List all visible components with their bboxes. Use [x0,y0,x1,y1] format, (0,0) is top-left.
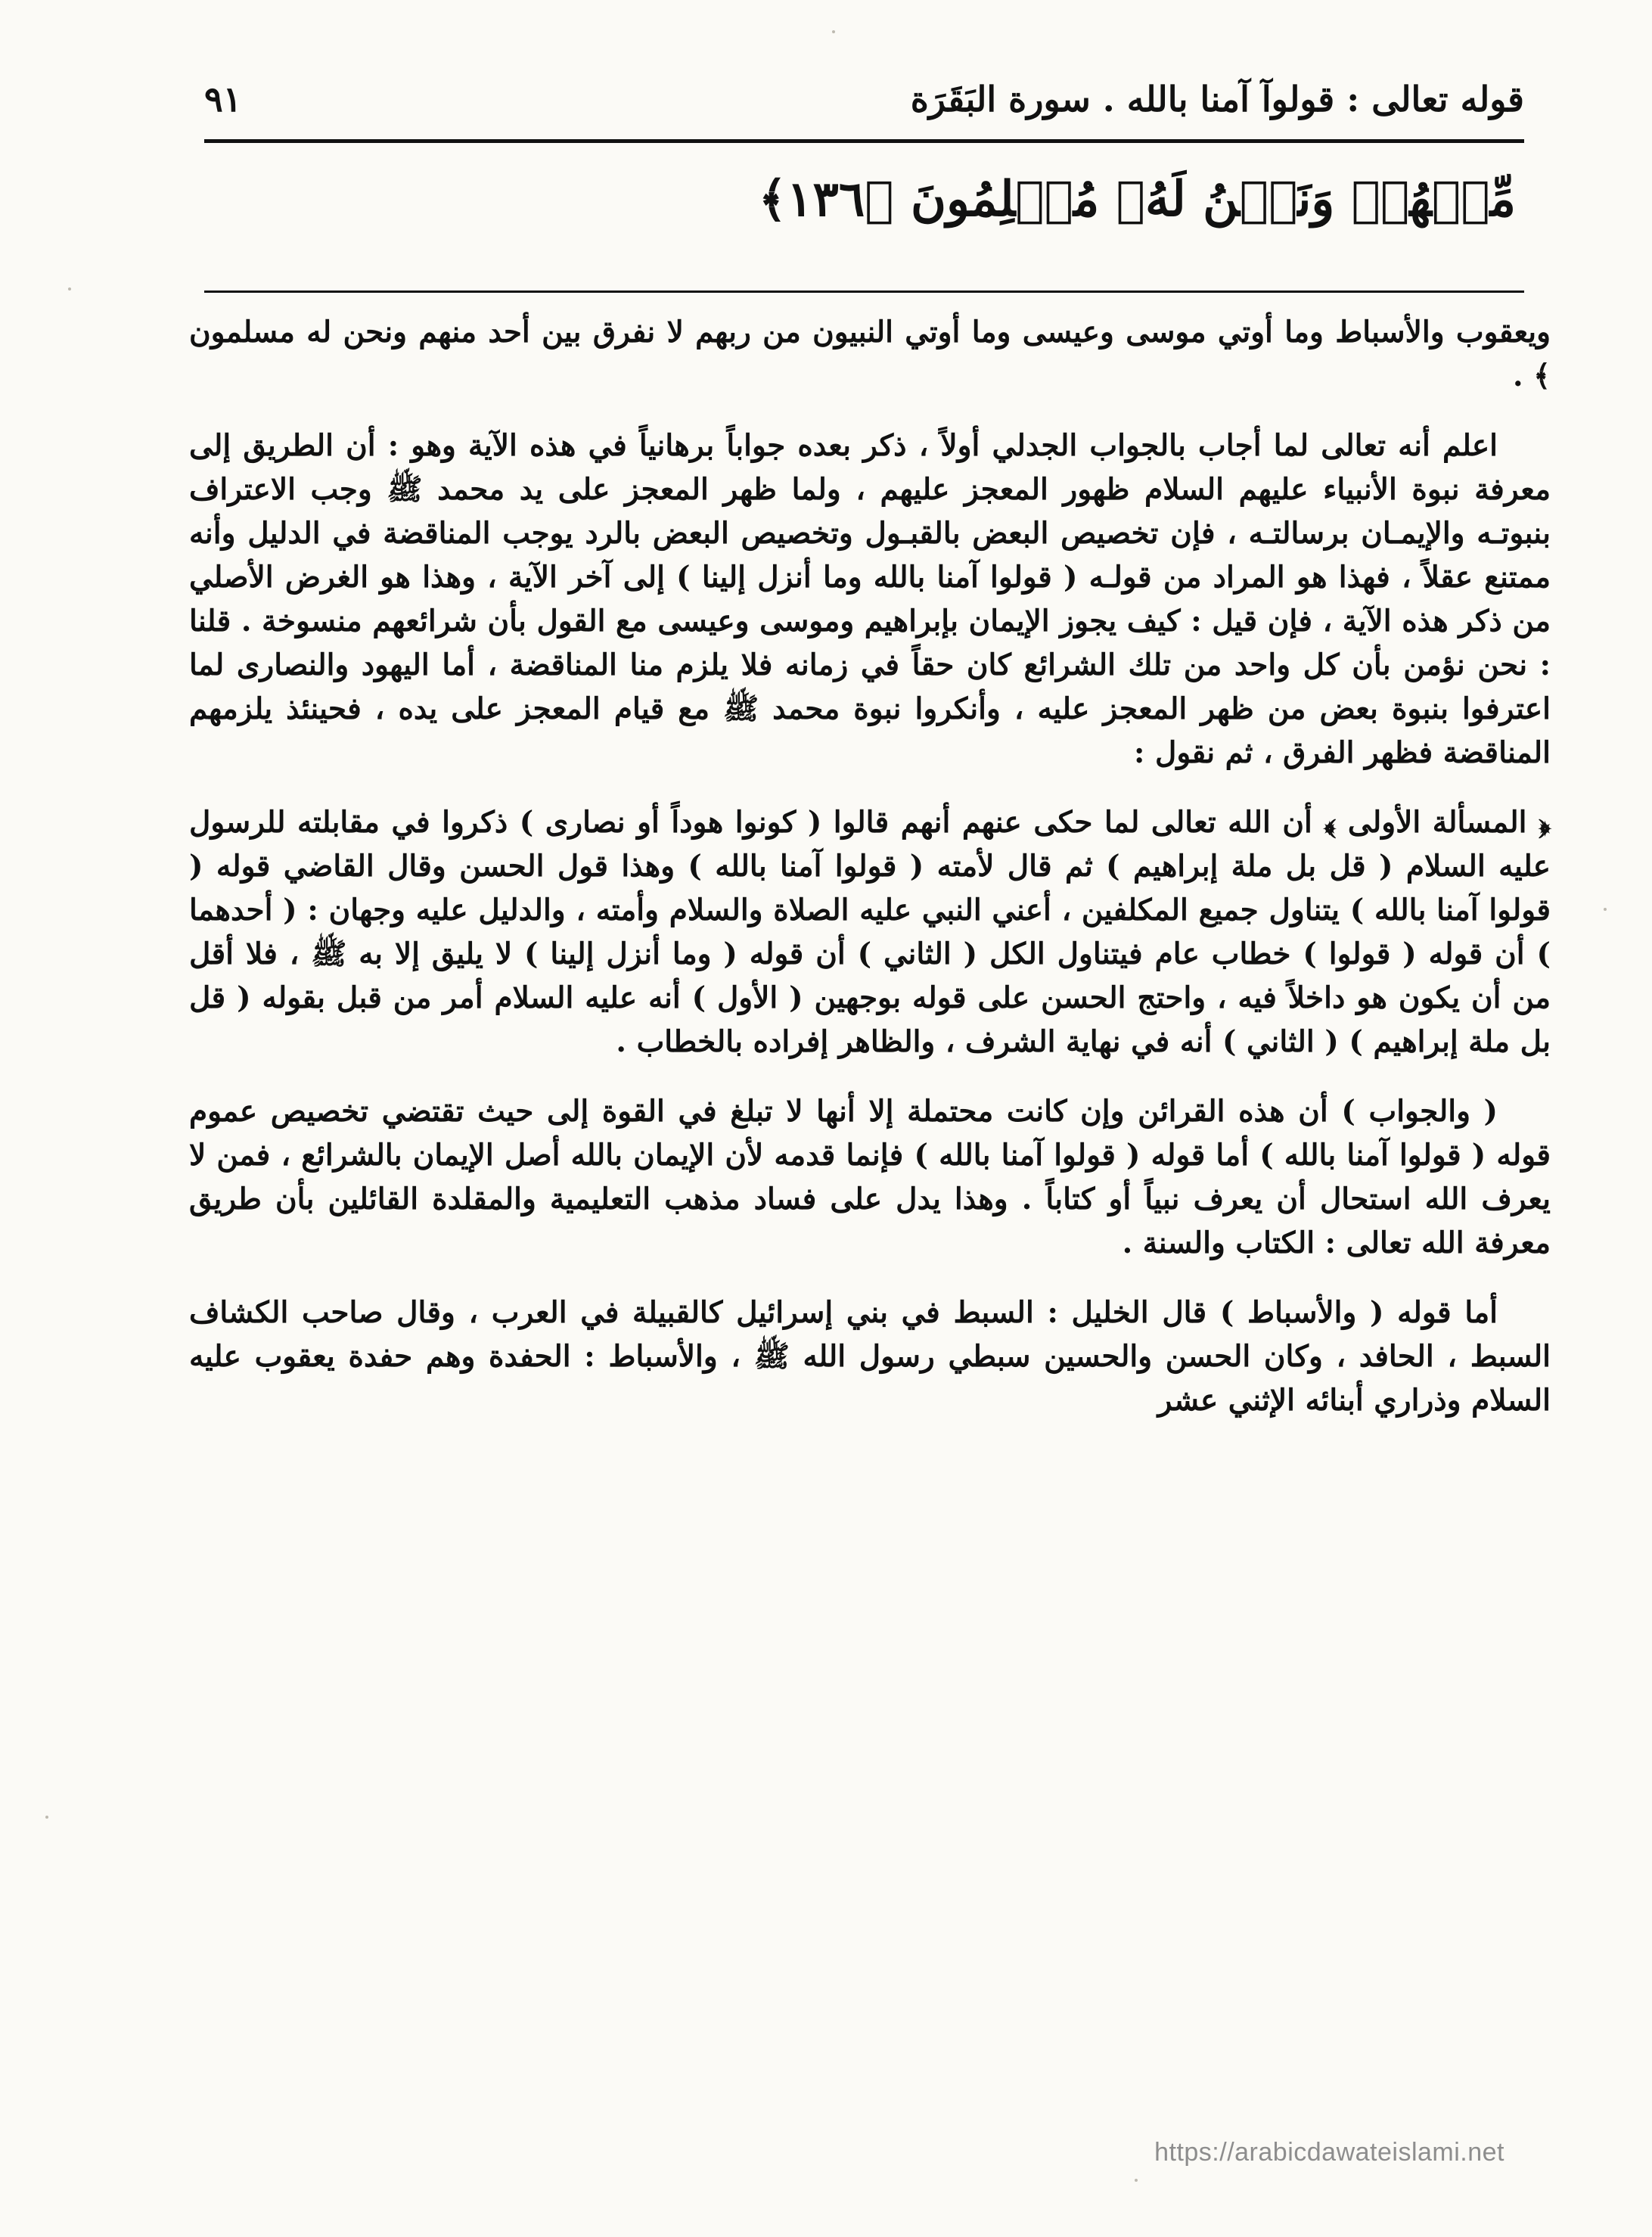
paper-speck [68,287,71,290]
verse-rule [204,290,1524,293]
watermark-url: https://arabicdawateislami.net [1154,2138,1504,2167]
running-title: قوله تعالى : قولوآ آمنا بالله . سورة البَقَرَة [910,79,1524,120]
paragraph-verse-continuation: ويعقوب والأسباط وما أوتي موسى وعيسى وما أوتي النبيون من ربهم لا نفرق بين أحد منهم ونحن له مسلمون ﴾ . [189,315,1551,393]
page-header [204,73,1524,141]
paragraph-commentary: اعلم أنه تعالى لما أجاب بالجواب الجدلي أولاً ، ذكر بعده جواباً برهانياً في هذه الآية وهو : أن الطريق إلى معرفة نبوة الأنبياء عليهم السلام ظهور المعجز عليهم ، ولما ظهر المعجز على يد محمد ﷺ وجب الاعتراف بنبوتـه والإيمـان برسالتـه ، فإن تخصيص البعض بالقبـول وتخصيص البعض بالرد يوجب المناقضة في الدليل وأنه ممتنع عقلاً ، فهذا هو المراد من قولـه ( قولوا آمنا بالله وما أنزل إلينا ) إلى آخر الآية ، وهذا هو الغرض الأصلي من ذكر هذه الآية ، فإن قيل : كيف يجوز الإيمان بإبراهيم وموسى وعيسى مع القول بأن شرائعهم منسوخة . قلنا : نحن نؤمن بأن كل واحد من تلك الشرائع كان حقاً في زمانه فلا يلزم منا المناقضة ، أما اليهود والنصارى لما اعترفوا بنبوة بعض من ظهر المعجز عليه ، وأنكروا نبوة محمد ﷺ مع قيام المعجز على يده ، فحينئذ يلزمهم المناقضة فظهر الفرق ، ثم نقول : [189,428,1551,770]
paper-speck [832,30,835,33]
paragraph-asbat: أما قوله ( والأسباط ) قال الخليل : السبط في بني إسرائيل كالقبيلة في العرب ، وقال صاحب الكشاف السبط ، الحافد ، وكان الحسن والحسين سبطي رسول الله ﷺ ، والأسباط : الحفدة وهم حفدة يعقوب عليه السلام وذراري أبنائه الإثني عشر [189,1295,1551,1418]
paper-speck [1135,2179,1138,2182]
page-number: ٩١ [204,79,242,120]
header-rule [204,139,1524,143]
paper-speck [45,1816,48,1819]
paragraph-first-question: ﴿ المسألة الأولى ﴾ أن الله تعالى لما حكى عنهم أنهم قالوا ( كونوا هوداً أو نصارى ) ذكروا في مقابلته للرسول عليه السلام ( قل بل ملة إبراهيم ) ثم قال لأمته ( قولوا آمنا بالله ) وهذا قول الحسن وقال القاضي قوله ( قولوا آمنا بالله ) يتناول جميع المكلفين ، أعني النبي عليه الصلاة والسلام وأمته ، والدليل عليه وجهان : ( أحدهما ) أن قوله ( قولوا ) خطاب عام فيتناول الكل ( الثاني ) أن قوله ( وما أنزل إلينا ) لا يليق إلا به ﷺ ، فلا أقل من أن يكون هو داخلاً فيه ، واحتج الحسن على قوله بوجهين ( الأول ) أنه عليه السلام أمر من قبل بقوله ( قل بل ملة إبراهيم ) ( الثاني ) أنه في نهاية الشرف ، والظاهر إفراده بالخطاب . [189,805,1551,1059]
body-text [189,310,1551,1448]
paragraph-answer: ( والجواب ) أن هذه القرائن وإن كانت محتملة إلا أنها لا تبلغ في القوة إلى حيث تقتضي تخصيص عموم قوله ( قولوا آمنا بالله ) أما قوله ( قولوا آمنا بالله ) فإنما قدمه لأن الإيمان بالله أصل الإيمان بالشرائع ، فمن لا يعرف الله استحال أن يعرف نبياً أو كتاباً . وهذا يدل على فساد مذهب التعليمية والمقلدة القائلين بأن طريق معرفة الله تعالى : الكتاب والسنة . [189,1094,1551,1260]
paper-speck [1604,908,1607,911]
quran-verse: مِّنۡهُمۡ وَنَحۡنُ لَهُۥ مُسۡلِمُونَ ﴿١٣٦﴾ [758,171,1516,228]
